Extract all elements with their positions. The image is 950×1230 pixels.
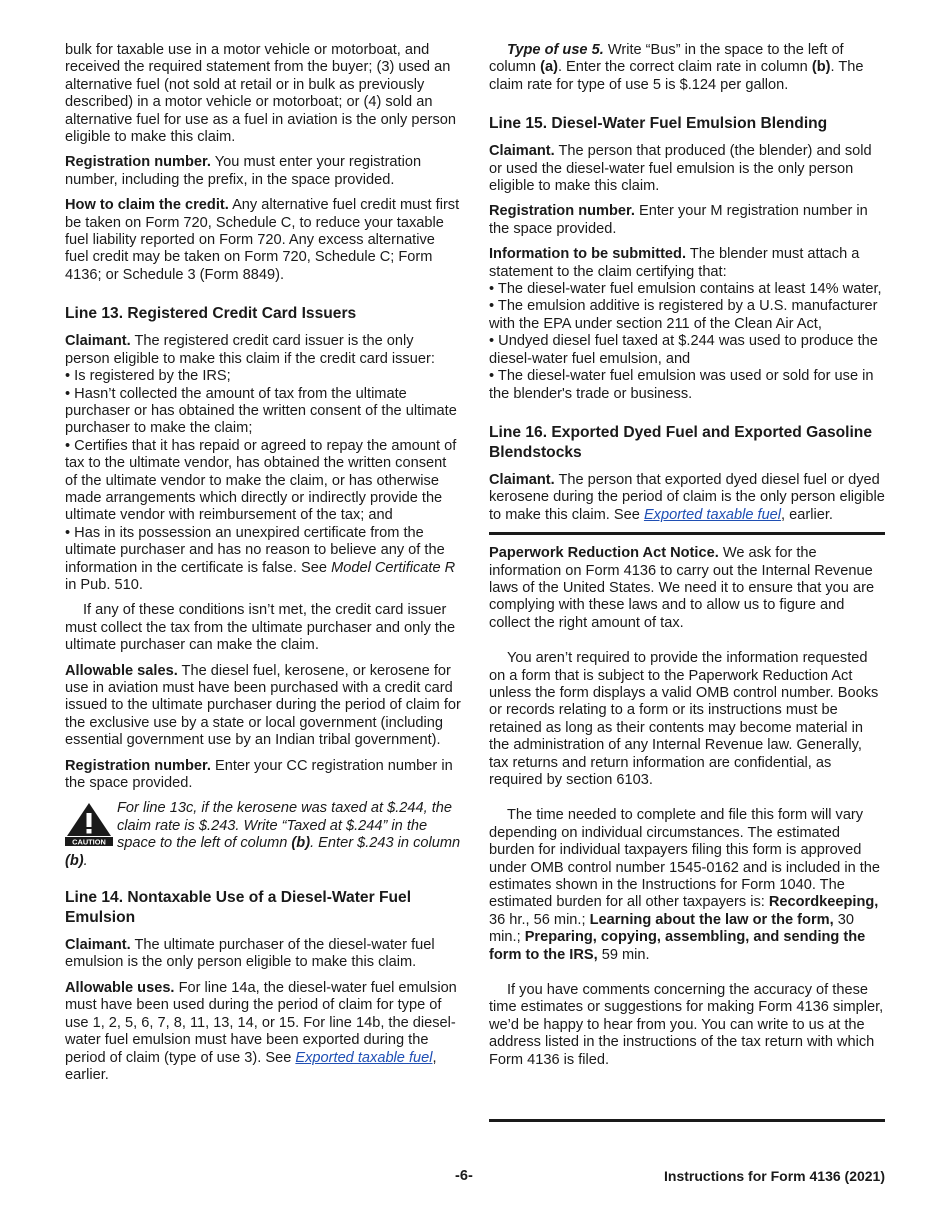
allowable-uses-text: For line 14a, the diesel-water fuel emulsion must have been used during the period of claim for type of use 1, 2, 5, 6, 7, 8, 11, 13, 14, or 15. For line 14b, the diesel-water fuel emulsion must have been exported during the period of claim (type of use 3). See	[65, 979, 457, 1066]
registration-number-text: You must enter your registration number, including the prefix, in the space provided.	[65, 154, 422, 188]
information-to-be-submitted-text: The blender must attach a statement to the claim certifying that:	[489, 246, 860, 280]
allowable-uses-label: Allowable uses.	[65, 979, 175, 996]
column-b-ref: (b)	[65, 852, 84, 869]
claimant-13-label: Claimant.	[65, 333, 131, 350]
bullet-text: Is registered by the IRS;	[74, 368, 231, 385]
claimant-13-paragraph	[65, 333, 461, 368]
learning-label: Learning about the law or the form,	[589, 911, 834, 928]
claimant-15-label: Claimant.	[489, 143, 555, 160]
claimant-15-text: The person that produced (the blender) and sold or used the diesel-water fuel emulsion is the only person eligible to make this claim.	[489, 143, 872, 195]
paperwork-reduction-paragraph	[489, 545, 885, 632]
caution-text: For line 13c, if the kerosene was taxed at $.244, the claim rate is $.243. Write “Taxed at $.244” in the space to the left of column	[117, 800, 453, 852]
line-16-heading: Line 16. Exported Dyed Fuel and Exported Gasoline Blendstocks	[489, 423, 872, 461]
claimant-16-label: Claimant.	[489, 471, 555, 488]
registration-number-15-paragraph	[489, 203, 885, 238]
line-15-heading: Line 15. Diesel-Water Fuel Emulsion Blending	[489, 115, 828, 133]
type-of-use-5-label: Type of use 5.	[507, 42, 604, 58]
preparing-value: 59 min.	[601, 946, 650, 963]
claimant-14-paragraph	[65, 937, 461, 972]
recordkeeping-value: 36 hr., 56 min.;	[489, 911, 586, 928]
bullet-item: • The diesel-water fuel emulsion was used or sold for use in the blender's trade or business.	[489, 368, 874, 402]
caution-note	[65, 800, 461, 870]
line-14-heading: Line 14. Nontaxable Use of a Diesel-Water Fuel Emulsion	[65, 889, 412, 927]
bullet-text: The diesel-water fuel emulsion contains at least 14% water,	[497, 281, 882, 298]
recordkeeping-label: Recordkeeping,	[768, 894, 879, 911]
registration-number-paragraph	[65, 154, 461, 189]
registration-number-13-label: Registration number.	[65, 757, 211, 774]
bullet-text: Undyed diesel fuel taxed at $.244 was used to produce the diesel-water fuel emulsion, and	[489, 333, 878, 367]
line-15-bullet-list	[489, 281, 885, 403]
caution-label: CAUTION	[72, 837, 106, 847]
information-to-be-submitted-paragraph	[489, 246, 885, 281]
registration-number-13-paragraph	[65, 758, 461, 793]
bullet-item: • Certifies that it has repaid or agreed to repay the amount of tax to the ultimate vendor, has obtained the written consent of the ultimate vendor to make the claim, or has otherwise made arrangements which directly or indirectly provide the ultimate vendor with reimbursement of the tax; and	[65, 437, 457, 524]
time-estimate-paragraph	[489, 807, 885, 964]
column-b-ref: (b)	[811, 59, 831, 76]
claimant-13-text: The registered credit card issuer is the only person eligible to make this claim if the credit card issuer:	[65, 333, 435, 367]
type-of-use-5-paragraph	[489, 42, 885, 94]
allowable-sales-paragraph	[65, 663, 461, 750]
caution-text-3: .	[83, 852, 88, 869]
bullet-item: • Hasn’t collected the amount of tax from the ultimate purchaser or has obtained the written consent of the ultimate purchaser to make the claim;	[65, 385, 457, 437]
bottom-divider	[489, 1119, 885, 1122]
registration-number-15-label: Registration number.	[489, 203, 635, 220]
paperwork-reduction-text: We ask for the information on Form 4136 to carry out the Internal Revenue laws of the United States. We need it to ensure that you are complying with these laws and to allow us to figure and collect the right amount of tax.	[489, 545, 875, 631]
right-column	[489, 42, 885, 1077]
claimant-14-text: The ultimate purchaser of the diesel-water fuel emulsion is the only person eligible to make this claim.	[65, 937, 435, 971]
bullet-item: • Has in its possession an unexpired certificate from the ultimate purchaser and has no reason to believe any of the information in the certificate is false. See Model Certificate R in Pub. 510.	[65, 524, 456, 593]
paperwork-reduction-label: Paperwork Reduction Act Notice.	[489, 545, 719, 562]
preparing-label: Preparing, copying, assembling, and sending the form to the IRS,	[489, 929, 866, 963]
bullet-text: Has in its possession an unexpired certificate from the ultimate purchaser and has no reason to believe any of the information in the certificate is false. See	[65, 524, 445, 576]
bullet-text: The emulsion additive is registered by a U.S. manufacturer with the EPA under section 211 of the Clean Air Act,	[489, 298, 878, 332]
bullet-text: The diesel-water fuel emulsion was used or sold for use in the blender's trade or business.	[489, 368, 874, 402]
model-certificate-ref: Model Certificate R	[331, 559, 456, 576]
bullet-item: • The emulsion additive is registered by a U.S. manufacturer with the EPA under section 211 of the Clean Air Act,	[489, 298, 878, 332]
page-number: -6-	[455, 1168, 473, 1184]
registration-number-label: Registration number.	[65, 154, 211, 171]
bullet-tail: in Pub. 510.	[65, 576, 143, 593]
how-to-claim-label: How to claim the credit.	[65, 197, 229, 214]
column-b-ref: (b)	[291, 835, 311, 852]
bullet-item: • The diesel-water fuel emulsion contains at least 14% water,	[489, 281, 882, 298]
claimant-14-label: Claimant.	[65, 937, 131, 954]
caution-icon	[65, 802, 113, 846]
caution-text-2: . Enter $.243 in column	[310, 835, 461, 852]
learning-value: 30 min.;	[489, 911, 854, 946]
column-a-ref: (a)	[540, 59, 558, 76]
type-of-use-5-text: Write “Bus” in the space to the left of column	[489, 42, 844, 76]
bullet-item: • Is registered by the IRS;	[65, 368, 231, 385]
exported-taxable-fuel-link[interactable]: Exported taxable fuel	[295, 1049, 433, 1066]
claimant-16-paragraph	[489, 472, 885, 524]
claimant-15-paragraph	[489, 143, 885, 195]
time-estimate-text: The time needed to complete and file this form will vary depending on individual circumstances. The estimated burden for individual taxpayers filing this form is approved under OMB control number 1545-0162 and is included in the estimates shown in the Instructions for Form 1040. The estimated burden for all other taxpayers is:	[489, 807, 881, 911]
type-of-use-5-text-2: . Enter the correct claim rate in column	[557, 59, 808, 76]
registration-number-13-text: Enter your CC registration number in the space provided.	[65, 757, 453, 792]
allowable-uses-paragraph	[65, 980, 461, 1084]
document-title: Instructions for Form 4136 (2021)	[664, 1168, 885, 1184]
bullet-text: Certifies that it has repaid or agreed to repay the amount of tax to the ultimate vendor, has obtained the written consent of the ultimate vendor to make the claim, or has otherwise made arrangements which directly or indirectly provide the ultimate vendor with reimbursement of the tax; and	[65, 437, 457, 524]
how-to-claim-text: Any alternative fuel credit must first be taken on Form 720, Schedule C, to reduce your taxable fuel liability reported on Form 720. Any excess alternative fuel credit may be taken on Form 720, Schedule C; Form 4136; or Schedule 3 (Form 8849).	[65, 197, 460, 283]
claimant-16-tail: , earlier.	[781, 506, 833, 523]
bullet-text: Hasn’t collected the amount of tax from the ultimate purchaser or has obtained the written consent of the ultimate purchaser to make the claim;	[65, 385, 457, 437]
section-divider	[489, 532, 885, 535]
allowable-sales-text: The diesel fuel, kerosene, or kerosene for use in aviation must have been purchased with a credit card issued to the ultimate purchaser during the period of claim for the exclusive use by a state or local government (including essential government use by an Indian tribal government).	[65, 662, 461, 749]
allowable-sales-label: Allowable sales.	[65, 662, 178, 679]
comments-paragraph: If you have comments concerning the accuracy of these time estimates or suggestions for making Form 4136 simpler, we’d be happy to hear from you. You can write to us at the address listed in the instructions of the tax return with which Form 4136 is filed.	[489, 982, 884, 1068]
type-of-use-5-text-3: . The claim rate for type of use 5 is $.124 per gallon.	[489, 59, 864, 93]
conditions-paragraph: If any of these conditions isn’t met, the credit card issuer must collect the tax from the ultimate purchaser and only the ultimate purchaser can make the claim.	[65, 602, 456, 654]
line-13-heading: Line 13. Registered Credit Card Issuers	[65, 305, 357, 323]
left-column	[65, 42, 461, 1092]
information-to-be-submitted-label: Information to be submitted.	[489, 246, 687, 263]
how-to-claim-paragraph	[65, 197, 461, 284]
line-13-bullet-list	[65, 368, 461, 594]
claimant-16-text: The person that exported dyed diesel fuel or dyed kerosene during the period of claim is the only person eligible to make this claim. See	[489, 471, 885, 523]
omb-paragraph: You aren’t required to provide the information requested on a form that is subject to the Paperwork Reduction Act unless the form displays a valid OMB control number. Books or records relating to a form or its instructions must be retained as long as their contents may become material in the administration of any Internal Revenue law. Generally, tax returns and return information are confidential, as required by section 6103.	[489, 650, 879, 788]
allowable-uses-tail: , earlier.	[65, 1049, 437, 1083]
bullet-item: • Undyed diesel fuel taxed at $.244 was used to produce the diesel-water fuel emulsion, and	[489, 333, 878, 367]
exported-taxable-fuel-link[interactable]: Exported taxable fuel	[643, 506, 782, 523]
intro-paragraph: bulk for taxable use in a motor vehicle or motorboat, and received the required statement from the buyer; (3) used an alternative fuel (not sold at retail or in bulk as previously described) in a motor vehicle or motorboat; or (4) sold an alternative fuel for use as a fuel in aviation is the only person eligible to make this claim.	[65, 42, 457, 146]
registration-number-15-text: Enter your M registration number in the space provided.	[489, 203, 868, 237]
